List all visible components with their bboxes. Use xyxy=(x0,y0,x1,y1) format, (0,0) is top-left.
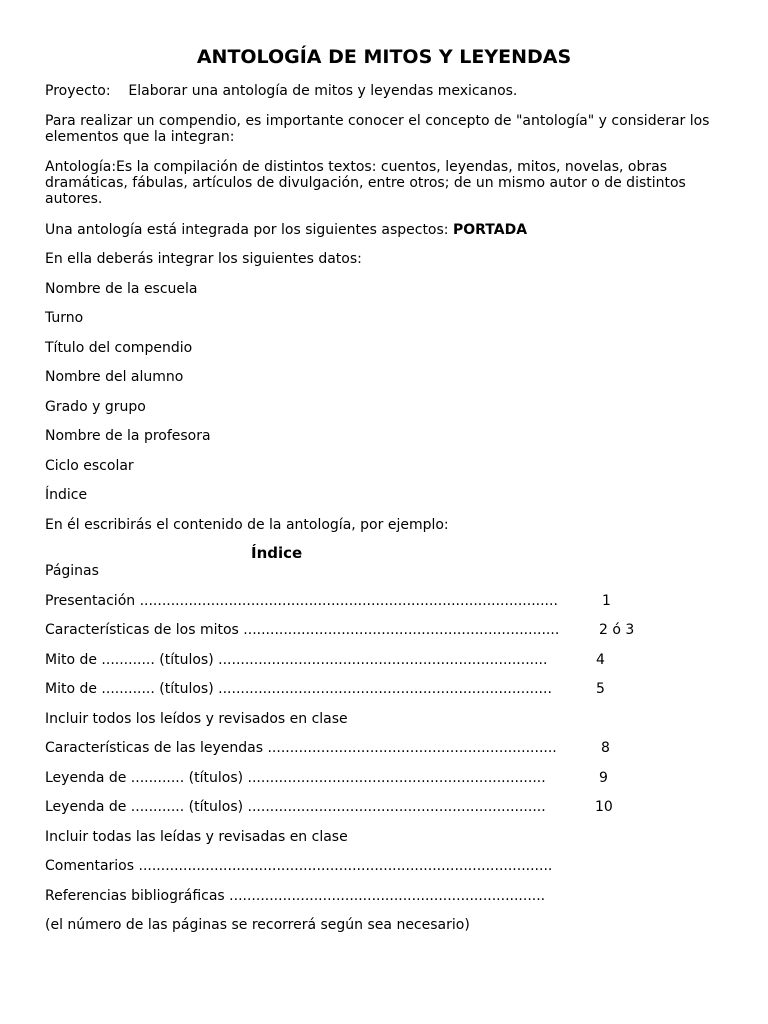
dato-item: Índice xyxy=(45,487,88,503)
indice-title: Índice xyxy=(251,544,303,562)
dato-item: Nombre de la escuela xyxy=(45,281,198,297)
document-title: ANTOLOGÍA DE MITOS Y LEYENDAS xyxy=(196,46,572,68)
index-page-number: 10 xyxy=(595,799,613,815)
dato-item: Título del compendio xyxy=(45,340,193,356)
index-page-number: 8 xyxy=(601,740,610,756)
index-entry: Leyenda de ............ (títulos) ................................................................... xyxy=(45,770,546,786)
dato-item: Turno xyxy=(45,310,84,326)
paginas-label: Páginas xyxy=(45,563,99,579)
proyecto-label: Proyecto: xyxy=(45,83,111,99)
index-entry: Referencias bibliográficas ....................................................................... xyxy=(45,888,546,904)
index-note: Incluir todas las leídas y revisadas en clase xyxy=(45,829,348,845)
definition-paragraph: Antología:Es la compilación de distintos textos: cuentos, leyendas, mitos, novelas, obras dramáticas, fábulas, artículos de divulgación, entre otros; de un mismo autor o de distintos autores. xyxy=(45,159,686,207)
intro-paragraph: Para realizar un compendio, es importante conocer el concepto de "antología" y considerar los elementos que la integran: xyxy=(45,113,710,145)
dato-item: Nombre del alumno xyxy=(45,369,184,385)
proyecto-line xyxy=(45,83,517,99)
proyecto-text: Elaborar una antología de mitos y leyendas mexicanos. xyxy=(128,83,518,99)
index-entry: Presentación .............................................................................................. xyxy=(45,593,558,609)
index-entry: Comentarios ............................................................................................. xyxy=(45,858,553,874)
index-page-number: 4 xyxy=(596,652,605,668)
index-note: Incluir todos los leídos y revisados en clase xyxy=(45,711,348,727)
index-entry: Mito de ............ (títulos) ........................................................................... xyxy=(45,681,552,697)
indice-intro: En él escribirás el contenido de la antología, por ejemplo: xyxy=(45,517,449,533)
index-page-number: 5 xyxy=(596,681,605,697)
index-entry: Características de las leyendas ................................................................. xyxy=(45,740,557,756)
footer-note: (el número de las páginas se recorrerá según sea necesario) xyxy=(45,917,470,933)
aspects-line xyxy=(45,222,527,238)
index-entry: Mito de ............ (títulos) .......................................................................... xyxy=(45,652,548,668)
index-page-number: 1 xyxy=(602,593,611,609)
dato-item: Nombre de la profesora xyxy=(45,428,211,444)
dato-item: Ciclo escolar xyxy=(45,458,134,474)
index-entry: Características de los mitos ....................................................................... xyxy=(45,622,560,638)
index-page-number: 2 ó 3 xyxy=(599,622,635,638)
aspects-bold: PORTADA xyxy=(452,222,528,238)
index-page-number: 9 xyxy=(599,770,608,786)
aspects-text: Una antología está integrada por los siguientes aspectos: xyxy=(45,222,453,238)
datos-intro: En ella deberás integrar los siguientes datos: xyxy=(45,251,362,267)
index-entry: Leyenda de ............ (títulos) ................................................................... xyxy=(45,799,546,815)
dato-item: Grado y grupo xyxy=(45,399,146,415)
